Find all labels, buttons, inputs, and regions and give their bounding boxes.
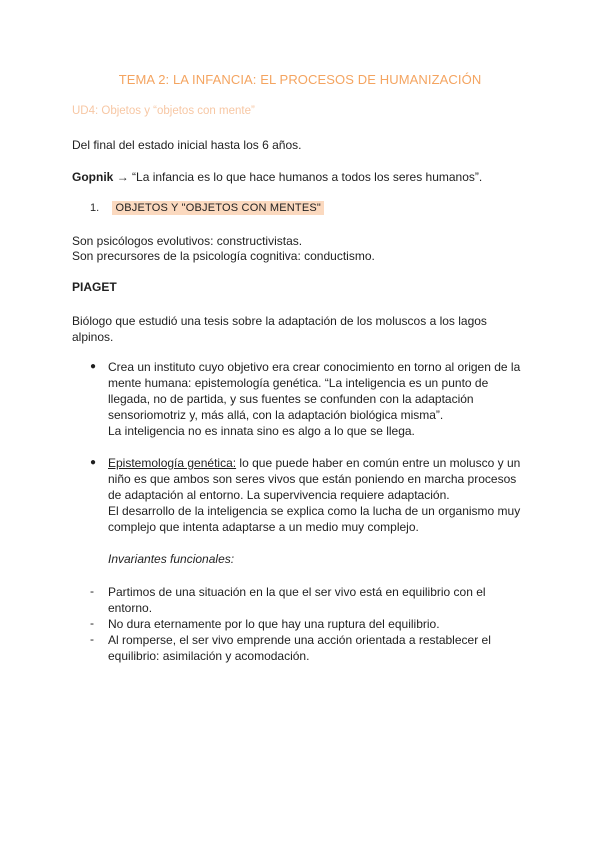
bullet-icon: ● [90, 361, 97, 372]
bullet2-line: niño es que ambos son seres vivos que están poniendo en marcha procesos [108, 472, 517, 486]
bullet2-line: complejo que intenta adaptarse a un medio muy complejo. [108, 520, 419, 534]
dash-marker: - [90, 616, 94, 630]
gopnik-quote: “La infancia es lo que hace humanos a todos los seres humanos”. [128, 170, 483, 184]
bullet2-line: de adaptación al entorno. La supervivencia requiere adaptación. [108, 488, 450, 502]
dash-item-line: entorno. [108, 601, 153, 615]
dash-marker: - [90, 632, 94, 646]
bullet2-first-line [108, 455, 520, 471]
section-label: OBJETOS Y "OBJETOS CON MENTES" [112, 201, 324, 215]
intro-paragraph: Del final del estado inicial hasta los 6 años. [72, 138, 302, 152]
dash-item-line: Al romperse, el ser vivo emprende una acción orientada a restablecer el [108, 633, 491, 647]
biologo-line: Biólogo que estudió una tesis sobre la adaptación de los moluscos a los lagos [72, 314, 487, 328]
arrow-icon: → [116, 170, 129, 184]
section-heading-1 [90, 198, 324, 216]
document-subtitle: UD4: Objetos y “objetos con mente” [72, 105, 255, 117]
bullet2-first-rest: lo que puede haber en común entre un molusco y un [236, 456, 521, 470]
bullet1-line: mente humana: epistemología genética. “La inteligencia es un punto de [108, 376, 489, 390]
dash-item-line: No dura eternamente por lo que hay una ruptura del equilibrio. [108, 617, 440, 631]
bullet2-line: El desarrollo de la inteligencia se explica como la lucha de un organismo muy [108, 504, 521, 518]
text-line: Son psicólogos evolutivos: constructivistas. [72, 234, 303, 248]
document-title: TEMA 2: LA INFANCIA: EL PROCESOS DE HUMANIZACIÓN [118, 72, 482, 87]
text-line: Son precursores de la psicología cognitiva: conductismo. [72, 249, 375, 263]
bullet1-line: llegada, no de partida, y sus fuentes se confunden con la adaptación [108, 392, 474, 406]
bullet-icon: ● [90, 457, 97, 468]
invariantes-heading: Invariantes funcionales: [108, 552, 235, 566]
biologo-line: alpinos. [72, 330, 114, 344]
gopnik-paragraph [72, 169, 482, 185]
bullet1-line: La inteligencia no es innata sino es algo a lo que se llega. [108, 424, 415, 438]
dash-item-line: equilibrio: asimilación y acomodación. [108, 649, 310, 663]
epistemologia-term: Epistemología genética: [108, 456, 237, 470]
piaget-heading: PIAGET [72, 280, 117, 294]
dash-item-line: Partimos de una situación en la que el ser vivo está en equilibrio con el [108, 585, 486, 599]
bullet1-line: Crea un instituto cuyo objetivo era crear conocimiento en torno al origen de la [108, 360, 521, 374]
gopnik-name: Gopnik [72, 170, 114, 184]
bullet1-line: sensoriomotriz y, más allá, con la adaptación biológica misma”. [108, 408, 444, 422]
dash-marker: - [90, 584, 94, 598]
section-number: 1. [90, 202, 100, 214]
